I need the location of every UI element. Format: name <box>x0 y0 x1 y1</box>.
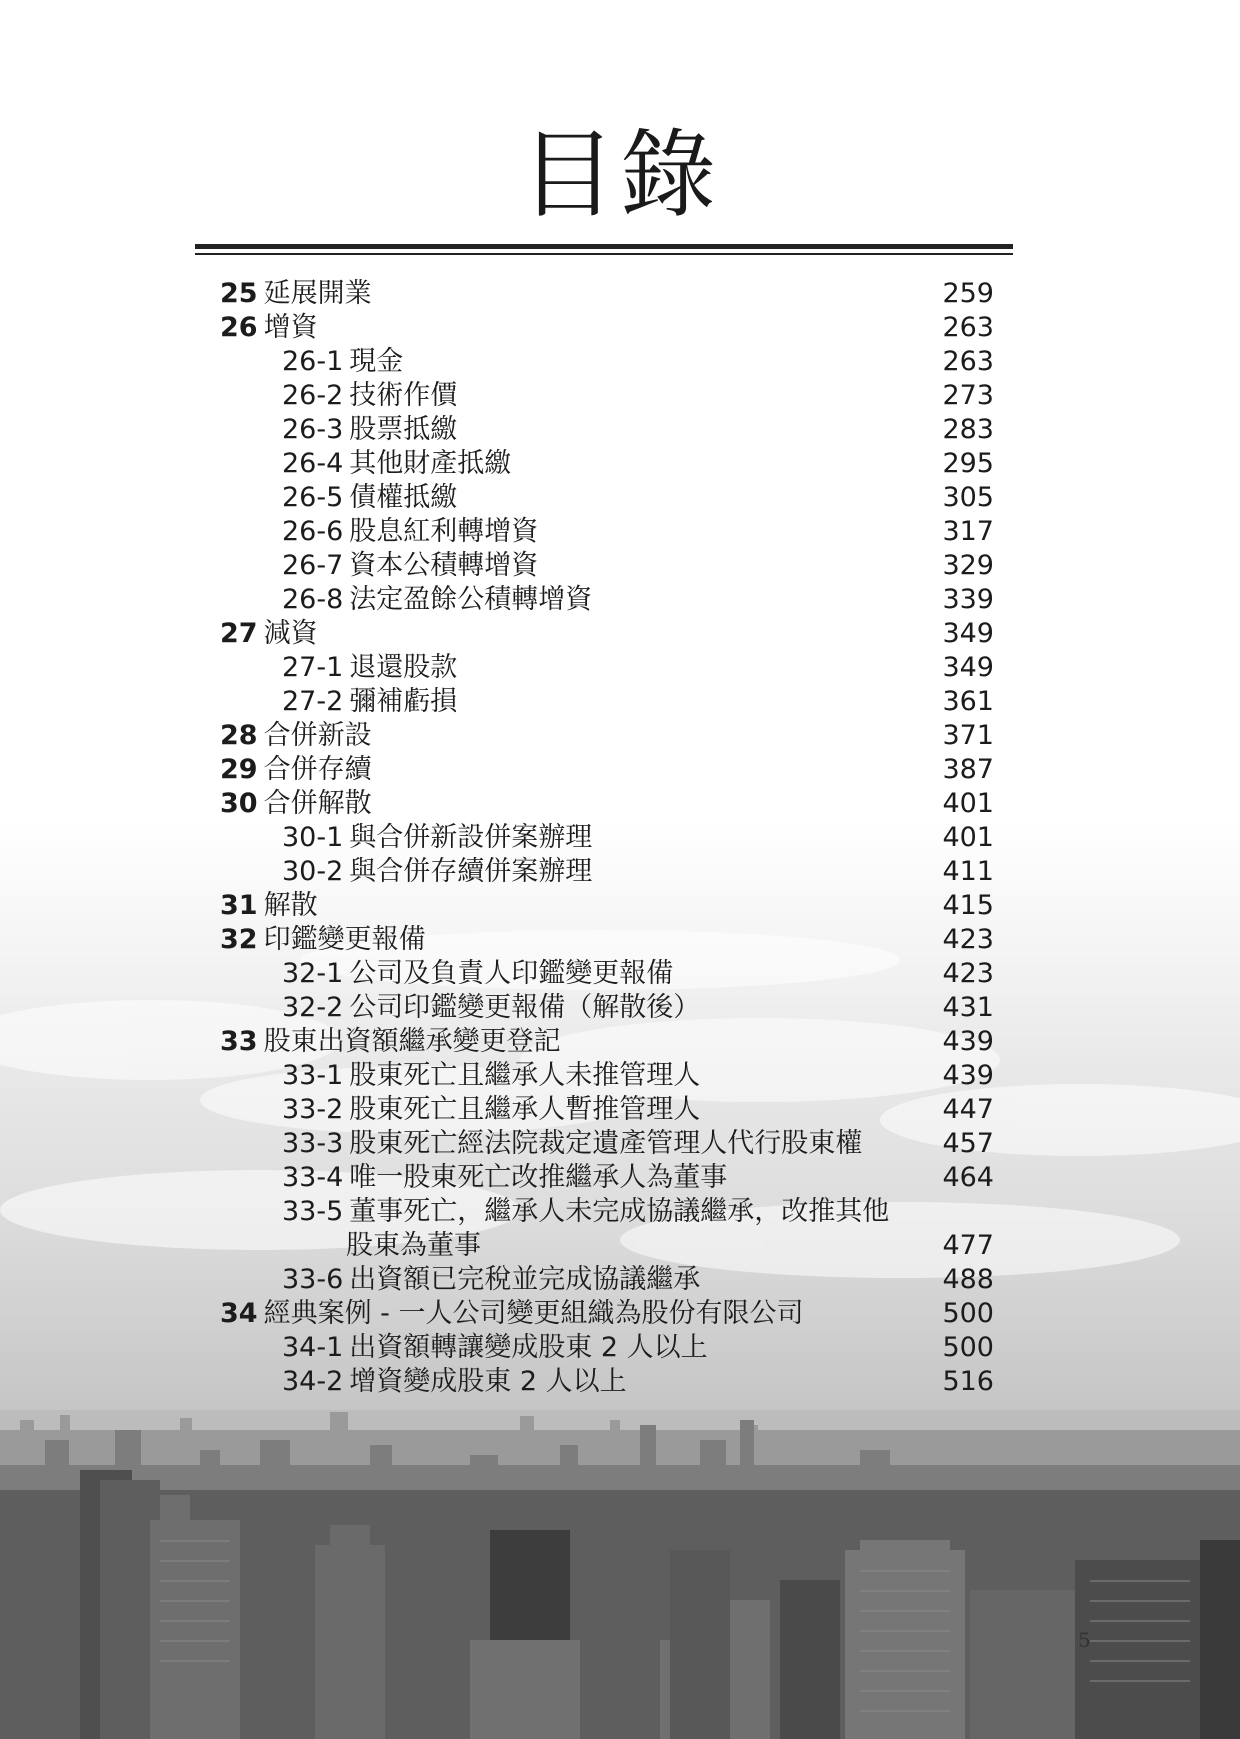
toc-entry-number: 26-3 <box>282 414 344 445</box>
toc-entry-number: 26-1 <box>282 346 344 377</box>
toc-entry-page: 516 <box>942 1366 994 1397</box>
toc-entry-label <box>282 957 673 991</box>
toc-entry-text: 合併新設 <box>263 720 372 751</box>
toc-entry[interactable] <box>0 447 1240 481</box>
toc-entry-text: 延展開業 <box>263 278 372 309</box>
toc-entry-page: 339 <box>942 584 994 615</box>
toc-entry-label <box>282 345 403 379</box>
toc-entry[interactable] <box>0 651 1240 685</box>
toc-entry-label <box>282 855 592 889</box>
toc-entry-label <box>220 311 318 345</box>
toc-entry-page: 464 <box>942 1162 994 1193</box>
toc-entry[interactable] <box>0 515 1240 549</box>
toc-entry-page: 500 <box>942 1332 994 1363</box>
toc-entry-label <box>282 549 538 583</box>
toc-entry-text: 合併解散 <box>263 788 372 819</box>
toc-entry-label <box>282 481 457 515</box>
page-number: 5 <box>1078 1628 1091 1652</box>
toc-entry-number: 26-8 <box>282 584 344 615</box>
toc-entry[interactable] <box>0 1127 1240 1161</box>
toc-entry-page: 423 <box>942 924 994 955</box>
toc-entry-text: 公司印鑑變更報備（解散後） <box>349 992 701 1023</box>
toc-entry-page: 439 <box>942 1026 994 1057</box>
toc-entry[interactable] <box>0 1093 1240 1127</box>
toc-entry[interactable] <box>0 413 1240 447</box>
toc-entry-label <box>220 923 426 957</box>
toc-entry-page: 317 <box>942 516 994 547</box>
toc-entry-page: 305 <box>942 482 994 513</box>
toc-entry-text: 債權抵繳 <box>349 482 458 513</box>
toc-entry-number: 27 <box>220 618 258 649</box>
toc-entry[interactable] <box>0 1059 1240 1093</box>
toc-entry[interactable] <box>0 481 1240 515</box>
toc-entry-label <box>282 447 511 481</box>
toc-entry-label <box>282 1059 700 1093</box>
toc-entry-label <box>220 1297 804 1331</box>
toc-entry[interactable] <box>0 1161 1240 1195</box>
toc-entry-label <box>282 583 592 617</box>
toc-entry[interactable] <box>0 923 1240 957</box>
toc-entry[interactable] <box>0 1263 1240 1297</box>
toc-entry-text: 出資額已完稅並完成協議繼承 <box>349 1264 701 1295</box>
toc-entry-number: 26-5 <box>282 482 344 513</box>
toc-entry[interactable] <box>0 1195 1240 1229</box>
title-rule-thin <box>195 253 1013 255</box>
toc-entry-label <box>282 651 457 685</box>
toc-entry-number: 33-5 <box>282 1196 344 1227</box>
toc-entry-page: 401 <box>942 822 994 853</box>
toc-entry-page: 349 <box>942 652 994 683</box>
toc-entry-label <box>220 1025 561 1059</box>
toc-entry[interactable] <box>0 549 1240 583</box>
toc-entry-text: 技術作價 <box>349 380 458 411</box>
toc-entry-text: 資本公積轉增資 <box>349 550 539 581</box>
toc-entry[interactable] <box>0 345 1240 379</box>
toc-entry-number: 33-6 <box>282 1264 344 1295</box>
toc-entry-number: 25 <box>220 278 258 309</box>
toc-entry-number: 26-7 <box>282 550 344 581</box>
toc-entry-page: 263 <box>942 312 994 343</box>
toc-entry-text: 合併存續 <box>263 754 372 785</box>
toc-entry-page: 401 <box>942 788 994 819</box>
toc-entry[interactable] <box>0 379 1240 413</box>
toc-entry-number: 32 <box>220 924 258 955</box>
toc-entry-number: 26-2 <box>282 380 344 411</box>
toc-entry[interactable] <box>0 753 1240 787</box>
toc-entry-text: 退還股款 <box>349 652 458 683</box>
toc-entry-text: 法定盈餘公積轉增資 <box>349 584 593 615</box>
toc-entry-label <box>220 753 372 787</box>
toc-entry-number: 34-2 <box>282 1366 344 1397</box>
toc-entry-number: 27-1 <box>282 652 344 683</box>
toc-entry-text: 解散 <box>263 890 318 921</box>
toc-entry[interactable] <box>0 957 1240 991</box>
toc-entry-number: 32-1 <box>282 958 344 989</box>
toc-entry[interactable] <box>0 1365 1240 1399</box>
toc-entry-number: 26-6 <box>282 516 344 547</box>
toc-entry[interactable] <box>0 889 1240 923</box>
toc-entry-label <box>220 617 318 651</box>
toc-entry-label <box>282 413 457 447</box>
toc-entry-page: 423 <box>942 958 994 989</box>
toc-entry-label <box>282 1161 727 1195</box>
toc-entry-page: 431 <box>942 992 994 1023</box>
toc-entry-label <box>220 787 372 821</box>
toc-entry-label <box>282 1263 700 1297</box>
toc-entry-label <box>282 1365 627 1399</box>
toc-entry-page: 361 <box>942 686 994 717</box>
toc-entry-text: 公司及負責人印鑑變更報備 <box>349 958 674 989</box>
toc-entry-number: 33-3 <box>282 1128 344 1159</box>
toc-entry-number: 29 <box>220 754 258 785</box>
toc-entry-label <box>220 719 372 753</box>
toc-entry[interactable] <box>0 1229 1240 1263</box>
toc-entry-number: 30 <box>220 788 258 819</box>
toc-entry-number: 30-2 <box>282 856 344 887</box>
toc-entry-text: 其他財產抵繳 <box>349 448 512 479</box>
toc-entry-label <box>282 821 592 855</box>
toc-entry-label <box>282 379 457 413</box>
toc-entry-page: 295 <box>942 448 994 479</box>
toc-entry-number: 34-1 <box>282 1332 344 1363</box>
toc-entry-page: 415 <box>942 890 994 921</box>
toc-entry-label <box>282 1093 700 1127</box>
toc-entry-label <box>220 889 318 923</box>
toc-entry-number: 33 <box>220 1026 258 1057</box>
toc-entry-text: 股息紅利轉增資 <box>349 516 539 547</box>
toc-entry-text: 增資變成股東 2 人以上 <box>349 1366 627 1397</box>
toc-entry[interactable] <box>0 583 1240 617</box>
toc-entry-number: 33-1 <box>282 1060 344 1091</box>
toc-entry-text: 與合併存續併案辦理 <box>349 856 593 887</box>
toc-entry-label <box>282 685 457 719</box>
toc-entry-page: 500 <box>942 1298 994 1329</box>
toc-entry-number: 33-2 <box>282 1094 344 1125</box>
toc-entry-text: 出資額轉讓變成股東 2 人以上 <box>349 1332 708 1363</box>
toc-entry[interactable] <box>0 855 1240 889</box>
toc-entry-label <box>282 515 538 549</box>
title-rule-thick <box>195 244 1013 249</box>
toc-entry-text: 董事死亡，繼承人未完成協議繼承，改推其他 <box>349 1196 890 1227</box>
toc-entry-text: 經典案例 - 一人公司變更組織為股份有限公司 <box>263 1298 804 1329</box>
toc-entry-number: 27-2 <box>282 686 344 717</box>
toc-entry-page: 439 <box>942 1060 994 1091</box>
toc-entry[interactable] <box>0 821 1240 855</box>
toc-entry[interactable] <box>0 617 1240 651</box>
toc-entry-text: 股東死亡且繼承人未推管理人 <box>349 1060 701 1091</box>
toc-entry-number: 28 <box>220 720 258 751</box>
toc-entry-label <box>282 1331 708 1365</box>
toc-entry-text: 增資 <box>263 312 318 343</box>
toc-entry-label <box>282 1127 862 1161</box>
toc-entry-number: 26-4 <box>282 448 344 479</box>
toc-entry-page: 273 <box>942 380 994 411</box>
toc-entry-page: 263 <box>942 346 994 377</box>
toc-entry-page: 349 <box>942 618 994 649</box>
toc-entry-page: 477 <box>942 1230 994 1261</box>
toc-entry-text: 股東死亡且繼承人暫推管理人 <box>349 1094 701 1125</box>
toc-entry[interactable] <box>0 719 1240 753</box>
toc-entry[interactable] <box>0 1297 1240 1331</box>
toc-entry-number: 26 <box>220 312 258 343</box>
toc-entry-text: 減資 <box>263 618 318 649</box>
table-of-contents <box>0 277 1240 1399</box>
toc-entry-text: 股東為董事 <box>346 1230 481 1261</box>
toc-entry-page: 488 <box>942 1264 994 1295</box>
toc-entry[interactable] <box>0 277 1240 311</box>
toc-entry[interactable] <box>0 1331 1240 1365</box>
toc-entry-text: 印鑑變更報備 <box>263 924 426 955</box>
toc-entry-text: 股東出資額繼承變更登記 <box>263 1026 561 1057</box>
toc-entry-number: 31 <box>220 890 258 921</box>
toc-entry-number: 30-1 <box>282 822 344 853</box>
toc-entry-text: 與合併新設併案辦理 <box>349 822 593 853</box>
toc-entry-text: 股東死亡經法院裁定遺產管理人代行股東權 <box>349 1128 863 1159</box>
toc-entry-text: 現金 <box>349 346 404 377</box>
toc-entry-label <box>220 277 372 311</box>
toc-entry[interactable] <box>0 311 1240 345</box>
toc-entry[interactable] <box>0 991 1240 1025</box>
toc-entry-text: 股票抵繳 <box>349 414 458 445</box>
toc-entry-text: 彌補虧損 <box>349 686 458 717</box>
toc-entry[interactable] <box>0 1025 1240 1059</box>
toc-entry-page: 283 <box>942 414 994 445</box>
toc-entry-page: 387 <box>942 754 994 785</box>
toc-entry-label <box>346 1229 481 1263</box>
toc-entry-label <box>282 991 700 1025</box>
toc-entry[interactable] <box>0 787 1240 821</box>
toc-entry-page: 329 <box>942 550 994 581</box>
toc-entry-number: 34 <box>220 1298 258 1329</box>
toc-entry-label <box>282 1195 889 1229</box>
toc-entry-number: 33-4 <box>282 1162 344 1193</box>
toc-entry-page: 259 <box>942 278 994 309</box>
toc-entry-page: 447 <box>942 1094 994 1125</box>
toc-entry-number: 32-2 <box>282 992 344 1023</box>
page-title: 目錄 <box>520 119 720 231</box>
toc-entry-page: 457 <box>942 1128 994 1159</box>
toc-entry-page: 371 <box>942 720 994 751</box>
toc-entry-text: 唯一股東死亡改推繼承人為董事 <box>349 1162 728 1193</box>
toc-entry-page: 411 <box>942 856 994 887</box>
toc-entry[interactable] <box>0 685 1240 719</box>
